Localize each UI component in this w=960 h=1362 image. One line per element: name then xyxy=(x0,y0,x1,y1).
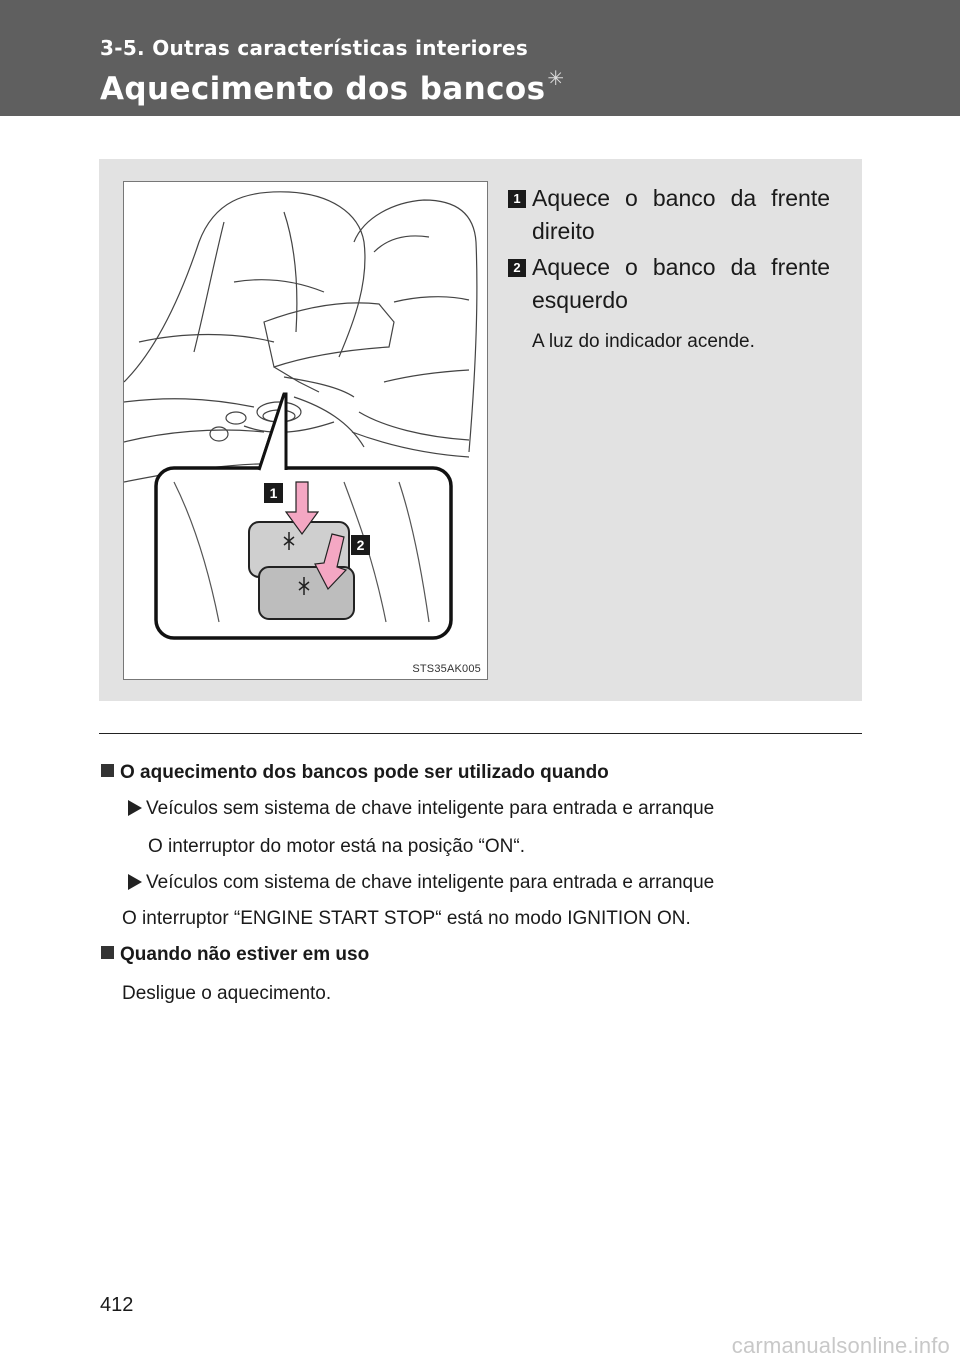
triangle-bullet-icon xyxy=(128,800,142,816)
case-2-label-text: Veículos com sistema de chave inteligente para entrada e arranque xyxy=(146,872,715,893)
usage-heading-text: O aquecimento dos bancos pode ser utilizado quando xyxy=(120,762,609,783)
triangle-bullet-icon xyxy=(128,874,142,890)
section-title: 3-5. Outras características interiores xyxy=(100,36,529,60)
case-1-text: O interruptor do motor está na posição “ON“. xyxy=(148,836,525,857)
asterisk-mark: ✳ xyxy=(547,66,565,90)
step-1-number: 1 xyxy=(508,190,526,208)
watermark: carmanualsonline.info xyxy=(731,1333,950,1358)
case-1-label xyxy=(128,798,714,820)
seats-drawing xyxy=(124,192,477,482)
indicator-note: A luz do indicador acende. xyxy=(532,331,755,352)
figure-code: STS35AK005 xyxy=(412,663,481,675)
seat-heater-illustration xyxy=(123,181,488,680)
page-title-text: Aquecimento dos bancos xyxy=(100,71,546,107)
case-1-label-text: Veículos sem sistema de chave inteligente para entrada e arranque xyxy=(146,798,715,819)
usage-heading xyxy=(101,762,609,784)
page-number: 412 xyxy=(100,1294,134,1316)
callout-2: 2 xyxy=(356,537,365,553)
page-title xyxy=(100,66,565,107)
unused-heading xyxy=(101,944,369,966)
unused-text: Desligue o aquecimento. xyxy=(122,983,332,1004)
step-1-text: Aquece o banco da frente direito xyxy=(532,185,830,244)
case-2-text: O interruptor “ENGINE START STOP“ está no modo IGNITION ON. xyxy=(122,908,691,929)
step-2-number: 2 xyxy=(508,259,526,277)
step-2 xyxy=(508,251,830,317)
case-2-label xyxy=(128,872,714,894)
callout-1: 1 xyxy=(269,485,278,501)
square-bullet-icon xyxy=(101,946,114,959)
step-2-text: Aquece o banco da frente esquerdo xyxy=(532,254,830,313)
header-bar xyxy=(0,0,960,116)
unused-heading-text: Quando não estiver em uso xyxy=(120,944,370,965)
seat-illustration-svg xyxy=(124,182,487,679)
square-bullet-icon xyxy=(101,764,114,777)
divider-rule xyxy=(99,733,862,734)
step-1 xyxy=(508,182,830,248)
